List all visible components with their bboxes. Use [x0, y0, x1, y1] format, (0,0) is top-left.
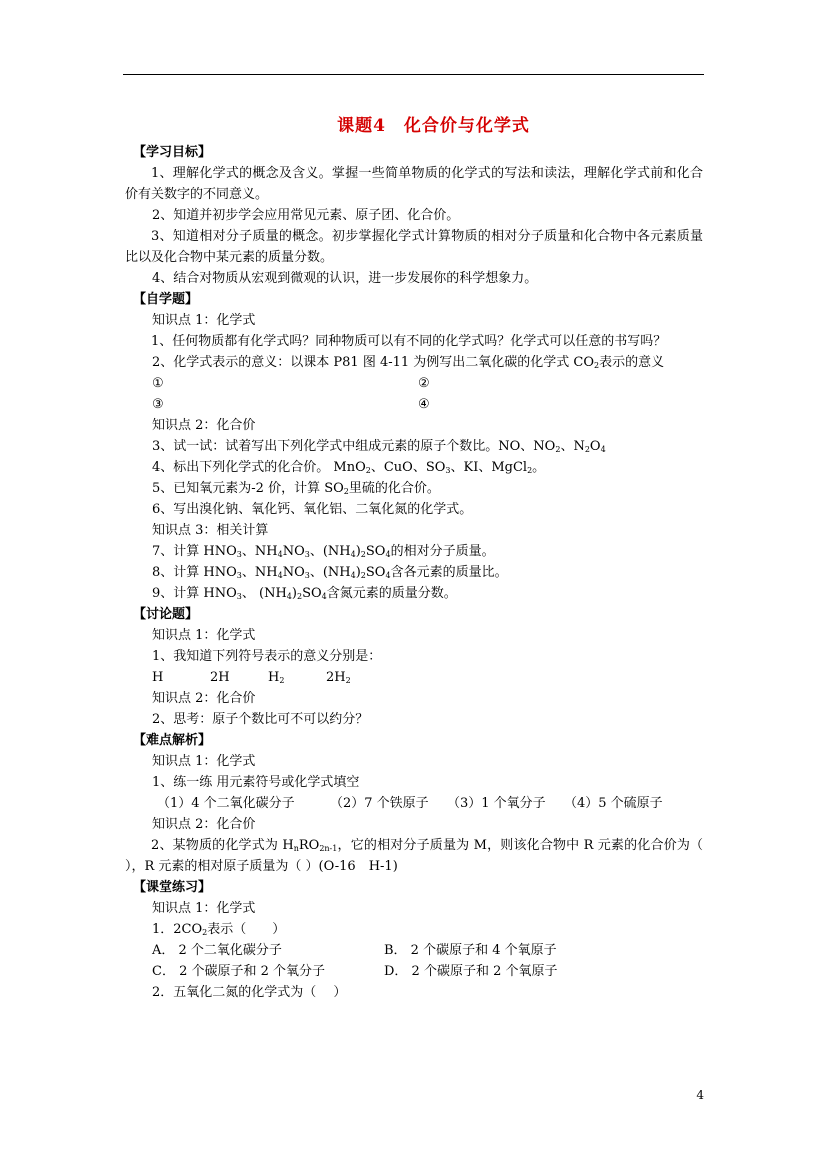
section-heading-difficult-points: 【难点解析】	[133, 733, 212, 748]
mc-options-row-2	[125, 961, 703, 982]
question-1: 1、任何物质都有化学式吗？同种物质可以有不同的化学式吗？化学式可以任意的书写吗？	[151, 334, 667, 349]
goal-4: 4、结合对物质从宏观到微观的认识，进一步发展你的科学想象力。	[152, 271, 538, 286]
discussion-question-2: 2、思考：原子个数比可不可以约分？	[152, 712, 369, 727]
option-a: A． 2 个二氧化碳分子	[152, 943, 282, 958]
fill-item-3: （3）1 个氧分子	[447, 796, 546, 811]
answer-marker-2: ②	[418, 376, 430, 391]
knowledge-point: 知识点 2：化合价	[152, 817, 256, 832]
fill-item-4: （4）5 个硫原子	[564, 796, 663, 811]
knowledge-point: 知识点 1：化学式	[152, 628, 256, 643]
question-5: 5、已知氧元素为-2 价，计算 $SO_2$里硫的化合价。	[152, 481, 440, 496]
goal-3: 3、知道相对分子质量的概念。初步掌握化学式计算物质的相对分子质量和化合物中各元素质量比以及化合物中某元素的质量分数。	[125, 229, 703, 265]
question-3: 3、试一试：试着写出下列化学式中组成元素的原子个数比。NO、$NO_2$、$N_2O_4$	[152, 439, 606, 454]
answer-marker-3: ③	[152, 397, 164, 412]
page-title: 课题4 化合价与化学式	[337, 116, 530, 136]
fill-item-2: （2）7 个铁原子	[330, 796, 429, 811]
option-b: B． 2 个碳原子和 4 个氧原子	[384, 943, 557, 958]
header-rule	[123, 74, 704, 75]
section-heading-self-study: 【自学题】	[133, 292, 199, 307]
section-heading-goals: 【学习目标】	[133, 145, 212, 160]
goal-2: 2、知道并初步学会应用常见元素、原子团、化合价。	[152, 208, 460, 223]
answer-marker-4: ④	[418, 397, 430, 412]
fill-in-row	[125, 793, 703, 814]
symbol-h2: $H_2$	[268, 670, 285, 685]
option-d: D． 2 个碳原子和 2 个氧原子	[384, 964, 558, 979]
difficult-question-2: 2、某物质的化学式为 $H_nRO_{2n-1}$，它的相对分子质量为 M，则该化合物中 R 元素的化合价为（ ），R 元素的相对原子质量为（ ）(O-16 H-1)	[125, 838, 703, 874]
symbol-2h: 2H	[210, 670, 230, 685]
answer-blanks-row-2	[125, 394, 703, 415]
question-2: 2、化学式表示的意义：以课本 P81 图 4-11 为例写出二氧化碳的化学式 $CO_2$表示的意义	[152, 355, 665, 370]
discussion-question-1: 1、我知道下列符号表示的意义分别是：	[152, 649, 382, 664]
knowledge-point: 知识点 2：化合价	[152, 418, 256, 433]
question-6: 6、写出溴化钠、氧化钙、氧化铝、二氧化氮的化学式。	[152, 502, 473, 517]
document-body	[125, 142, 703, 1003]
knowledge-point: 知识点 2：化合价	[152, 691, 256, 706]
mc-question-1: 1．$2CO_2$表示（ ）	[152, 922, 286, 937]
section-heading-class-practice: 【课堂练习】	[133, 880, 212, 895]
question-8: 8、计算 $HNO_3$、$NH_4NO_3$、$(NH_4)_2SO_4$含各元素的质量比。	[152, 565, 508, 580]
mc-options-row-1	[125, 940, 703, 961]
mc-question-2: 2．五氧化二氮的化学式为（ ）	[152, 985, 347, 1000]
option-c: C． 2 个碳原子和 2 个氧分子	[152, 964, 326, 979]
knowledge-point: 知识点 1：化学式	[152, 901, 256, 916]
fill-item-1: （1）4 个二氧化碳分子	[157, 796, 295, 811]
symbol-h: H	[152, 670, 164, 685]
page-number: 4	[696, 1088, 704, 1102]
goal-1: 1、理解化学式的概念及含义。掌握一些简单物质的化学式的写法和读法，理解化学式前和化合价有关数字的不同意义。	[125, 166, 703, 202]
section-heading-discussion: 【讨论题】	[133, 607, 199, 622]
practice-prompt: 1、练一练 用元素符号或化学式填空	[152, 775, 360, 790]
knowledge-point: 知识点 3：相关计算	[152, 523, 269, 538]
knowledge-point: 知识点 1：化学式	[152, 313, 256, 328]
question-9: 9、计算 $HNO_3$、 $(NH_4)_2SO_4$含氮元素的质量分数。	[152, 586, 457, 601]
question-4: 4、标出下列化学式的化合价。 MnO$_2$、CuO、$SO_3$、KI、MgCl$_2$。	[152, 460, 546, 475]
knowledge-point: 知识点 1：化学式	[152, 754, 256, 769]
symbol-row	[125, 667, 703, 688]
question-7: 7、计算 $HNO_3$、$NH_4NO_3$、$(NH_4)_2SO_4$的相对分子质量。	[152, 544, 495, 559]
answer-blanks-row-1	[125, 373, 703, 394]
symbol-2h2: $2H_2$	[326, 670, 351, 685]
answer-marker-1: ①	[152, 376, 164, 391]
